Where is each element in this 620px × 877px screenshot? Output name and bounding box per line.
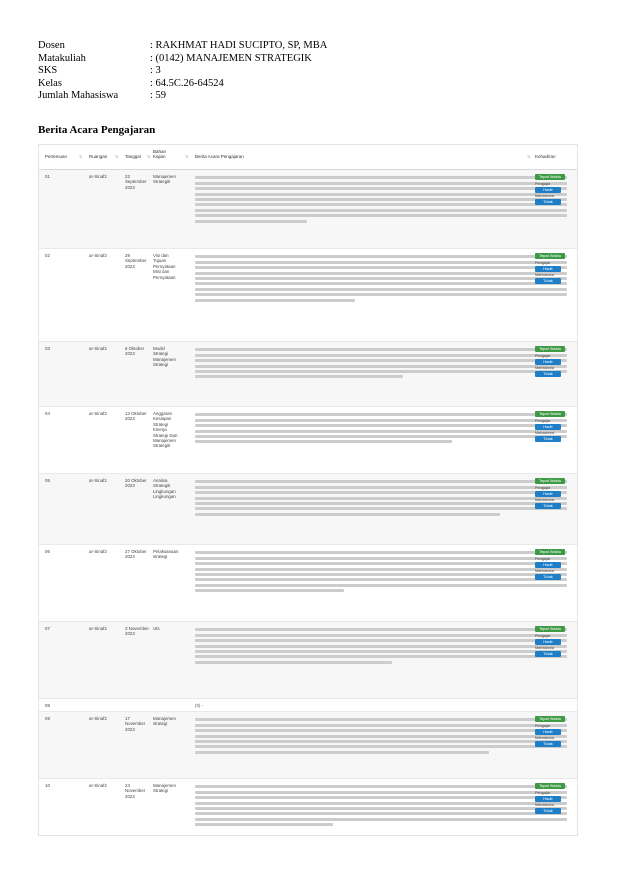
report-text-line xyxy=(195,639,567,642)
row-report xyxy=(195,478,567,518)
label-pengajar: Pengajar xyxy=(535,419,551,423)
row-number: 02 xyxy=(45,253,50,258)
report-text-line xyxy=(195,375,403,378)
report-text-line xyxy=(195,348,567,351)
report-text-line xyxy=(195,745,567,748)
report-text-line xyxy=(195,513,500,516)
row-report xyxy=(195,549,567,595)
report-text-line xyxy=(195,354,567,357)
row-report xyxy=(195,174,567,225)
report-text-line xyxy=(195,220,307,223)
report-text-line xyxy=(195,187,567,190)
report-text-line xyxy=(195,740,567,743)
row-date: 17 November 2023 xyxy=(125,716,146,732)
header-kehadiran[interactable]: Kehadiran xyxy=(535,154,556,159)
info-row xyxy=(38,78,327,91)
status-badge: Tepat Waktu xyxy=(535,346,565,352)
row-report xyxy=(195,703,567,708)
report-text-line xyxy=(195,729,567,732)
hadir-button[interactable]: Hadir xyxy=(535,266,561,272)
status-badge: Tepat Waktu xyxy=(535,478,565,484)
row-room: ar-Sinaf2 xyxy=(89,626,107,631)
report-text-line xyxy=(195,751,489,754)
report-text-line xyxy=(195,497,567,500)
report-text-line xyxy=(195,634,567,637)
row-date: 29 September 2023 xyxy=(125,253,147,269)
report-text-line xyxy=(195,424,567,427)
row-date: 24 November 2023 xyxy=(125,783,146,799)
report-text-line xyxy=(195,589,344,592)
row-number: 08 xyxy=(45,703,50,708)
row-room: ar-Sinaf2 xyxy=(89,253,107,258)
tidak-hadir-button[interactable]: Tidak xyxy=(535,199,561,205)
info-label: Dosen xyxy=(38,40,65,51)
info-value: : 3 xyxy=(150,65,161,77)
attendance-column xyxy=(535,783,573,815)
label-pengajar: Pengajar xyxy=(535,724,551,728)
tidak-hadir-button[interactable]: Tidak xyxy=(535,371,561,377)
report-text-line xyxy=(195,807,567,810)
report-text-line xyxy=(195,655,567,658)
report-text-line xyxy=(195,645,567,648)
report-text-line xyxy=(195,818,567,821)
report-text-line xyxy=(195,551,567,554)
report-text-line xyxy=(195,365,567,368)
status-badge: Tepat Waktu xyxy=(535,716,565,722)
report-text-line xyxy=(195,193,567,196)
row-number: 09 xyxy=(45,716,50,721)
row-date: 3 November 2023 xyxy=(125,626,149,637)
row-room: ar-Sinaf2 xyxy=(89,346,107,351)
report-text-line xyxy=(195,578,567,581)
sort-icon[interactable]: ⇅ xyxy=(115,154,119,159)
row-topic: Manajemen Strategi xyxy=(153,783,176,794)
row-report xyxy=(195,253,567,304)
info-label: Jumlah Mahasiswa xyxy=(38,90,119,102)
label-mahasiswa: Mahasiswa xyxy=(535,273,554,277)
table-row xyxy=(39,474,577,545)
row-date: 27 Oktober 2023 xyxy=(125,549,147,560)
info-value: : RAKHMAT HADI SUCIPTO, SP, MBA xyxy=(150,40,328,51)
report-text-line xyxy=(195,507,567,510)
report-text-line xyxy=(195,573,567,576)
row-report xyxy=(195,346,567,381)
label-pengajar: Pengajar xyxy=(535,557,551,561)
report-text-line xyxy=(195,413,567,416)
report-text-line xyxy=(195,176,567,179)
label-mahasiswa: Mahasiswa xyxy=(535,736,554,740)
tidak-hadir-button[interactable]: Tidak xyxy=(535,741,561,747)
report-text-line xyxy=(195,718,567,721)
report-text-line xyxy=(195,277,567,280)
row-room: ar-Sinaf2 xyxy=(89,716,107,721)
report-text-line xyxy=(195,791,567,794)
table-row xyxy=(39,407,577,474)
label-pengajar: Pengajar xyxy=(535,182,551,186)
row-topic: Pelaksanaan strategi xyxy=(153,549,179,560)
info-label: SKS xyxy=(38,65,58,77)
report-text-line xyxy=(195,209,567,212)
report-text-line xyxy=(195,735,567,738)
sort-icon[interactable]: ⇅ xyxy=(147,154,151,159)
hadir-button[interactable]: Hadir xyxy=(535,729,561,735)
info-value: : 64.5C.26-64524 xyxy=(150,77,224,89)
label-mahasiswa: Mahasiswa xyxy=(535,803,554,807)
label-mahasiswa: Mahasiswa xyxy=(535,646,554,650)
attendance-column xyxy=(535,253,573,285)
sort-icon[interactable]: ⇅ xyxy=(79,154,83,159)
section-title: Berita Acara Pengajaran xyxy=(38,124,156,136)
report-text-line xyxy=(195,440,452,443)
row-number: 01 xyxy=(45,174,50,179)
row-topic: Model Strategi Manajemen Strategi xyxy=(153,346,176,368)
status-badge: Tepat Waktu xyxy=(535,411,565,417)
table-body xyxy=(39,170,577,836)
table-row xyxy=(39,699,577,712)
row-topic: Anggaran Kesiapan Strategi Kinerja Strategi Dan Manajemen Strategik xyxy=(153,411,178,449)
table-row xyxy=(39,779,577,836)
table-header xyxy=(39,145,577,170)
label-pengajar: Pengajar xyxy=(535,486,551,490)
label-pengajar: Pengajar xyxy=(535,791,551,795)
status-badge: Tepat Waktu xyxy=(535,626,565,632)
table-row xyxy=(39,545,577,622)
report-text-line xyxy=(195,182,567,185)
tidak-hadir-button[interactable]: Tidak xyxy=(535,574,561,580)
header-bahan-kajian[interactable]: Bahan Kajian xyxy=(153,149,167,160)
table-row xyxy=(39,170,577,249)
sort-icon[interactable]: ⇅ xyxy=(527,154,531,159)
row-report xyxy=(195,626,567,666)
info-value: : (0142) MANAJEMEN STRATEGIK xyxy=(150,52,312,64)
label-mahasiswa: Mahasiswa xyxy=(535,498,554,502)
report-text-line xyxy=(195,557,567,560)
tidak-hadir-button[interactable]: Tidak xyxy=(535,651,561,657)
report-text-line xyxy=(195,486,567,489)
report-text-line xyxy=(195,293,567,296)
row-date: 20 Oktober 2023 xyxy=(125,478,147,489)
row-topic: Analisa Strategik Lingkungan Lingkungan xyxy=(153,478,176,500)
header-ruangan[interactable]: Ruangan xyxy=(89,154,108,159)
row-topic: Manajemen strategi xyxy=(153,716,176,727)
report-text-line xyxy=(195,650,567,653)
label-pengajar: Pengajar xyxy=(535,261,551,265)
report-text-line xyxy=(195,568,567,571)
row-topic: Manajemen Strategik xyxy=(153,174,176,185)
row-room: ar-Sinaf2 xyxy=(89,783,107,788)
hadir-button[interactable]: Hadir xyxy=(535,187,561,193)
report-text-line xyxy=(195,419,567,422)
report-text-line xyxy=(195,812,567,815)
sort-icon[interactable]: ⇅ xyxy=(185,154,189,159)
report-text-line xyxy=(195,502,567,505)
tidak-hadir-button[interactable]: Tidak xyxy=(535,278,561,284)
info-row xyxy=(38,90,327,103)
report-text-line xyxy=(195,491,567,494)
report-text-line xyxy=(195,255,567,258)
report-text-line xyxy=(195,430,567,433)
attendance-column xyxy=(535,626,573,658)
report-text-line xyxy=(195,661,392,664)
table-row xyxy=(39,622,577,699)
status-badge: Tepat Waktu xyxy=(535,174,565,180)
teaching-log-table xyxy=(38,144,578,836)
info-label: Kelas xyxy=(38,77,62,89)
report-text-line xyxy=(195,796,567,799)
report-text-line xyxy=(195,299,355,302)
info-value: : 59 xyxy=(150,90,167,102)
report-text-line xyxy=(195,288,567,291)
label-pengajar: Pengajar xyxy=(535,634,551,638)
report-text-line xyxy=(195,198,567,201)
row-room: ar-Sinaf2 xyxy=(89,478,107,483)
report-text-line xyxy=(195,370,567,373)
header-tanggal[interactable]: Tanggal xyxy=(125,154,141,159)
label-pengajar: Pengajar xyxy=(535,354,551,358)
hadir-button[interactable]: Hadir xyxy=(535,491,561,497)
hadir-button[interactable]: Hadir xyxy=(535,359,561,365)
report-text-line xyxy=(195,214,567,217)
report-text-line xyxy=(195,562,567,565)
table-row xyxy=(39,249,577,342)
status-badge: Tepat Waktu xyxy=(535,783,565,789)
row-room: ar-Sinaf2 xyxy=(89,411,107,416)
report-text-line xyxy=(195,261,567,264)
row-report xyxy=(195,716,567,756)
tidak-hadir-button[interactable]: Tidak xyxy=(535,436,561,442)
report-text-line xyxy=(195,480,567,483)
header-berita-acara[interactable]: Berita Acara Pengajaran xyxy=(195,154,244,159)
report-text-line xyxy=(195,435,567,438)
hadir-button[interactable]: Hadir xyxy=(535,562,561,568)
row-report xyxy=(195,411,567,446)
status-badge: Tepat Waktu xyxy=(535,253,565,259)
label-mahasiswa: Mahasiswa xyxy=(535,569,554,573)
row-topic: Visi dan Tujuan Pernyataan Misi dan Pernyataan xyxy=(153,253,176,280)
row-number: 10 xyxy=(45,783,50,788)
status-badge: Tepat Waktu xyxy=(535,549,565,555)
hadir-button[interactable]: Hadir xyxy=(535,639,561,645)
row-date: 13 Oktober 2023 xyxy=(125,411,147,422)
report-text-line xyxy=(195,584,567,587)
row-report xyxy=(195,783,567,829)
row-number: 04 xyxy=(45,411,50,416)
report-text-line xyxy=(195,282,567,285)
report-text-line xyxy=(195,628,567,631)
info-row xyxy=(38,65,327,78)
attendance-column xyxy=(535,174,573,206)
info-row xyxy=(38,53,327,66)
info-row xyxy=(38,40,327,53)
tidak-hadir-button[interactable]: Tidak xyxy=(535,808,561,814)
row-date: 6 Oktober 2023 xyxy=(125,346,145,357)
row-number: 07 xyxy=(45,626,50,631)
hadir-button[interactable]: Hadir xyxy=(535,424,561,430)
row-date: 22 September 2023 xyxy=(125,174,147,190)
table-row xyxy=(39,342,577,407)
row-empty-text: (0) - xyxy=(195,703,204,708)
table-row xyxy=(39,712,577,779)
header-pertemuan[interactable]: Pertemuan xyxy=(45,154,68,159)
label-mahasiswa: Mahasiswa xyxy=(535,194,554,198)
attendance-column xyxy=(535,716,573,748)
hadir-button[interactable]: Hadir xyxy=(535,796,561,802)
label-mahasiswa: Mahasiswa xyxy=(535,431,554,435)
report-text-line xyxy=(195,266,567,269)
row-room: ar-Sinaf2 xyxy=(89,174,107,179)
row-number: 03 xyxy=(45,346,50,351)
course-info xyxy=(38,40,327,103)
row-room: ar-Sinaf2 xyxy=(89,549,107,554)
report-text-line xyxy=(195,802,567,805)
tidak-hadir-button[interactable]: Tidak xyxy=(535,503,561,509)
report-text-line xyxy=(195,724,567,727)
row-number: 05 xyxy=(45,478,50,483)
attendance-column xyxy=(535,478,573,510)
attendance-column xyxy=(535,411,573,443)
info-label: Matakuliah xyxy=(38,52,86,64)
attendance-column xyxy=(535,549,573,581)
report-text-line xyxy=(195,823,333,826)
label-mahasiswa: Mahasiswa xyxy=(535,366,554,370)
report-text-line xyxy=(195,785,567,788)
report-text-line xyxy=(195,272,567,275)
row-number: 06 xyxy=(45,549,50,554)
row-topic: Uts xyxy=(153,626,160,631)
report-text-line xyxy=(195,203,567,206)
attendance-column xyxy=(535,346,573,378)
report-text-line xyxy=(195,359,567,362)
